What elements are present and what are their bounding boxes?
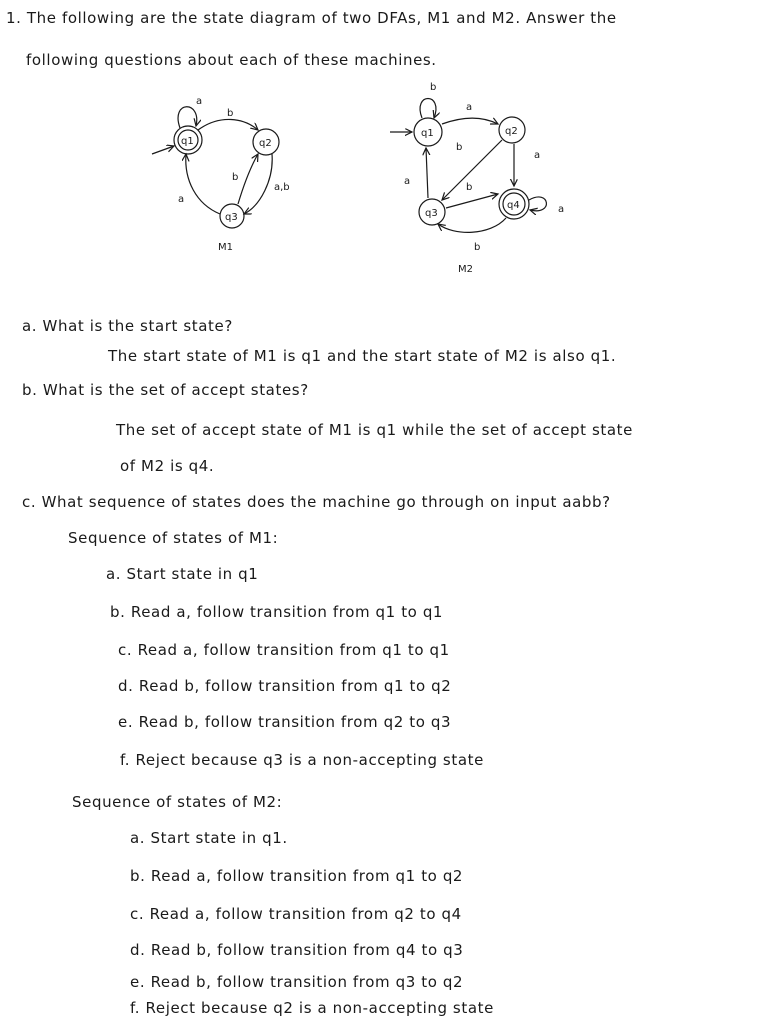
m1-step: a. Start state in q1 [106,565,259,583]
m1-q3-label: q3 [225,212,238,223]
m1-q1-label: q1 [181,136,194,147]
m2-q2-label: q2 [505,126,518,137]
question-a: a. What is the start state? [22,317,233,335]
answer-a: The start state of M1 is q1 and the start state of M2 is also q1. [108,347,617,365]
m2-edge-q1-q2 [442,118,498,124]
m2-diagram-name: M2 [458,264,473,275]
m1-edge-q3-q2 [238,154,258,204]
m2-edge-q4-loop [529,197,546,211]
m2-label-q4-loop: a [558,204,565,215]
m2-label-q3-q4: b [466,182,473,193]
m1-edge-q1-loop [178,107,197,128]
m2-sequence-heading: Sequence of states of M2: [72,793,283,811]
m1-edge-q3-q1 [186,154,220,214]
m2-label-q1-loop: b [430,82,437,93]
m1-state-diagram [140,90,330,260]
m2-label-q2-q3: b [456,142,463,153]
m2-q3-label: q3 [425,208,438,219]
m1-label-q2-q3: a,b [274,182,290,193]
m1-label-q1-q2: b [227,108,234,119]
question-b: b. What is the set of accept states? [22,381,309,399]
m1-step: e. Read b, follow transition from q2 to q3 [118,713,452,731]
m2-step: a. Start state in q1. [130,829,288,847]
m1-sequence-heading: Sequence of states of M1: [68,529,279,547]
m1-step: d. Read b, follow transition from q1 to q2 [118,677,452,695]
m2-q4-label: q4 [507,200,520,211]
m1-label-q3-q1: a [178,194,185,205]
m2-label-q4-q3: b [474,242,481,253]
answer-b-line-1: The set of accept state of M1 is q1 while the set of accept state [116,421,633,439]
m2-label-q2-q4: a [534,150,541,161]
m2-step: e. Read b, follow transition from q3 to q2 [130,973,464,991]
m1-q2-label: q2 [259,138,272,149]
m1-step: b. Read a, follow transition from q1 to q1 [110,603,444,621]
m1-label-q3-q2: b [232,172,239,183]
m2-step: b. Read a, follow transition from q1 to q2 [130,867,464,885]
m1-edge-q1-q2 [198,119,258,130]
m2-label-q1-q2: a [466,102,473,113]
question-c: c. What sequence of states does the machine go through on input aabb? [22,493,611,511]
m2-edge-q1-loop [420,99,436,119]
m1-step: f. Reject because q3 is a non-accepting state [120,751,484,769]
m1-edge-q2-q3 [244,154,272,214]
m2-step: d. Read b, follow transition from q4 to q3 [130,941,464,959]
m2-edge-q4-q3 [438,218,506,232]
m1-label-q1-loop: a [196,96,203,107]
intro-line-2: following questions about each of these machines. [26,51,437,69]
intro-line-1: 1. The following are the state diagram of two DFAs, M1 and M2. Answer the [6,9,617,27]
m2-state-diagram [390,78,590,276]
m1-diagram-name: M1 [218,242,233,253]
m2-edge-q3-q4 [446,194,498,208]
m2-edge-q3-q1 [426,148,428,198]
answer-b-line-2: of M2 is q4. [120,457,215,475]
m2-step: c. Read a, follow transition from q2 to q4 [130,905,462,923]
m2-label-q3-q1: a [404,176,411,187]
m2-q1-label: q1 [421,128,434,139]
m1-step: c. Read a, follow transition from q1 to q1 [118,641,450,659]
m1-start-arrow [152,146,174,154]
m2-step: f. Reject because q2 is a non-accepting state [130,999,494,1017]
